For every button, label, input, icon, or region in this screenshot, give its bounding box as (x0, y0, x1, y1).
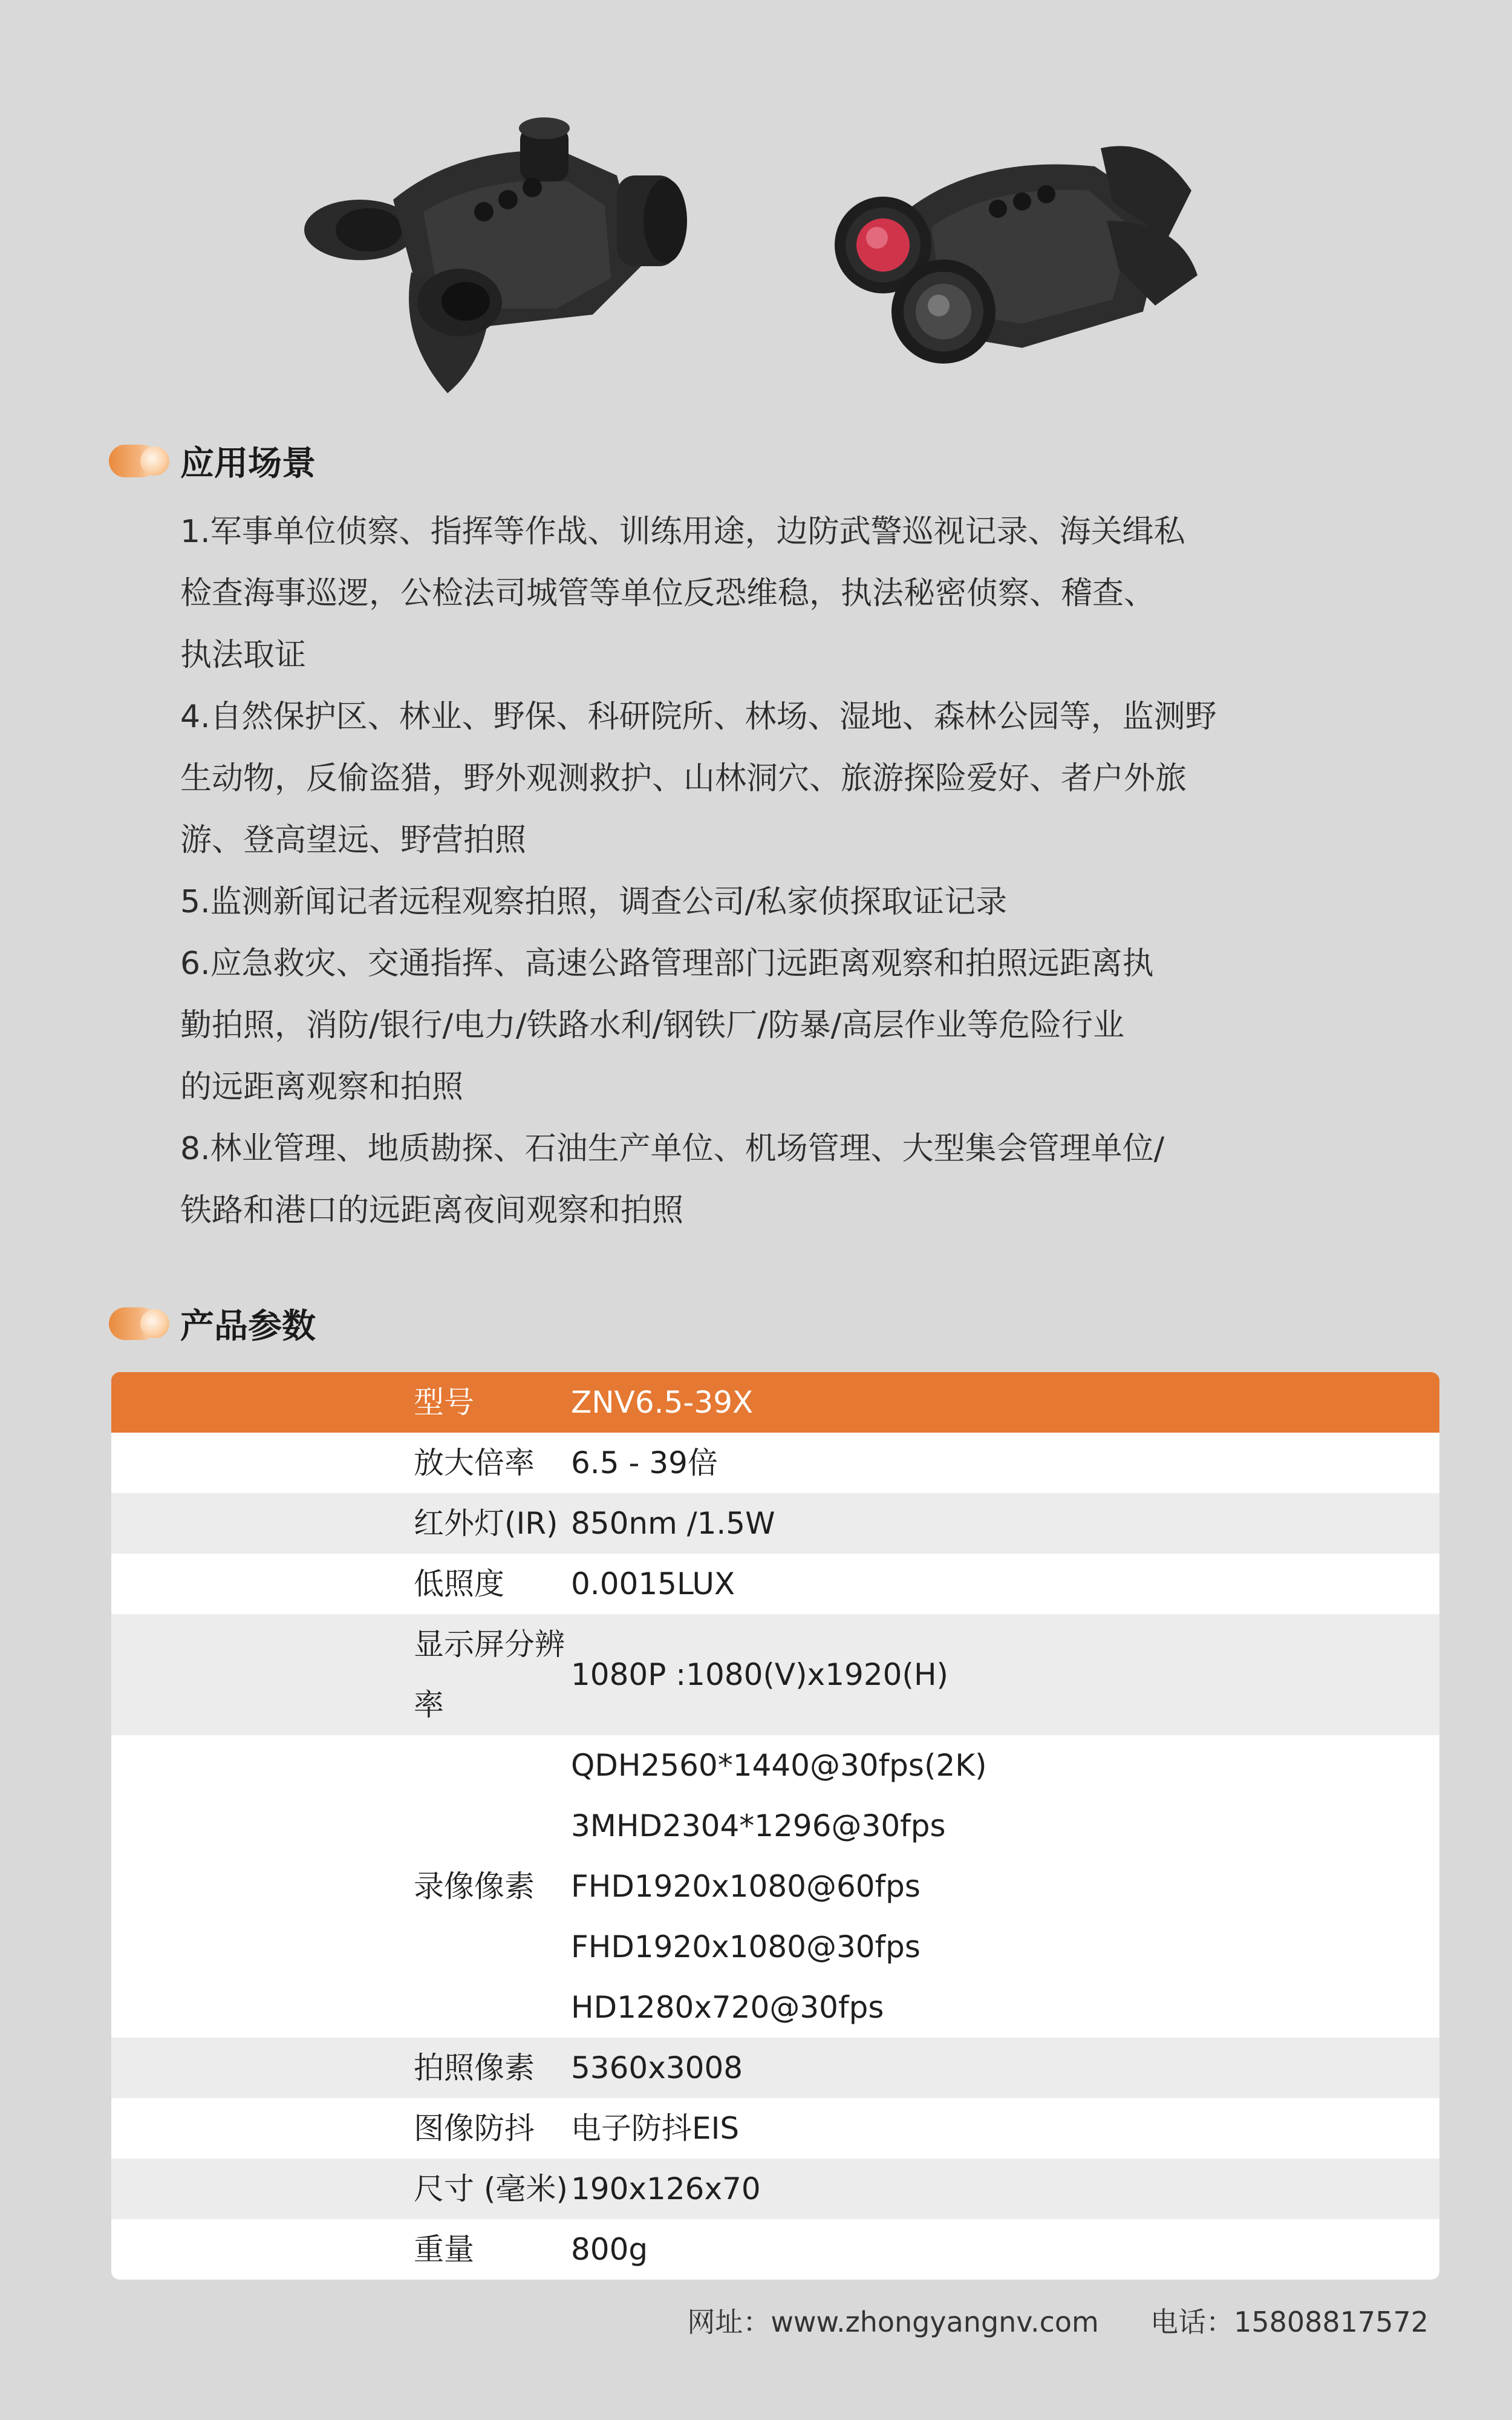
param-key: 录像像素 (414, 1869, 535, 1904)
scenario-line: 勤拍照，消防/银行/电力/铁路水利/钢铁厂/防暴/高层作业等危险行业 (180, 1007, 1125, 1044)
param-key: 放大倍率 (414, 1445, 535, 1480)
scenario-line: 执法取证 (180, 637, 307, 673)
header-key: 型号 (414, 1385, 474, 1420)
param-key: 尺寸 (毫米) (414, 2171, 568, 2206)
param-key: 拍照像素 (414, 2050, 535, 2085)
param-value-list (571, 1735, 1439, 2038)
param-value: 5360x3008 (571, 2050, 743, 2085)
binocular-rear-image (829, 130, 1204, 384)
scenario-line: 的远距离观察和拍照 (180, 1069, 464, 1105)
param-key: 显示屏分辨率 (414, 1627, 565, 1722)
video-mode: FHD1920x1080@60fps (571, 1869, 921, 1904)
param-value: 800g (571, 2232, 648, 2267)
scenario-line: 1.军事单位侦察、指挥等作战、训练用途，边防武警巡视记录、海关缉私 (180, 514, 1185, 550)
table-row (111, 2159, 1439, 2219)
scenario-line: 5.监测新闻记者远程观察拍照，调查公司/私家侦探取证记录 (180, 884, 1008, 920)
scenario-line: 6.应急救灾、交通指挥、高速公路管理部门远距离观察和拍照远距离执 (180, 946, 1154, 982)
table-row (111, 1554, 1439, 1614)
video-mode: HD1280x720@30fps (571, 1990, 884, 2025)
table-row (111, 1433, 1439, 1493)
scenario-line: 4.自然保护区、林业、野保、科研院所、林场、湿地、森林公园等，监测野 (180, 699, 1217, 735)
param-key: 图像防抖 (414, 2111, 535, 2146)
header-value: ZNV6.5-39X (571, 1385, 754, 1420)
table-row (111, 2219, 1439, 2280)
scenarios-title: 应用场景 (180, 444, 316, 483)
video-mode: FHD1920x1080@30fps (571, 1929, 921, 1964)
param-value: 电子防抖EIS (571, 2111, 740, 2146)
table-header-row (111, 1372, 1439, 1433)
param-key: 低照度 (414, 1566, 504, 1601)
video-mode: QDH2560*1440@30fps(2K) (571, 1748, 987, 1783)
orange-pill-icon (109, 445, 158, 477)
table-row (111, 2098, 1439, 2159)
footer-contact (683, 2300, 1429, 2340)
website-text: 网址：www.zhongyangnv.com (687, 2306, 1099, 2338)
scenarios-list (180, 501, 1251, 1241)
video-mode: 3MHD2304*1296@30fps (571, 1808, 946, 1843)
params-table (111, 1372, 1439, 2280)
param-value: 190x126x70 (571, 2171, 761, 2206)
scenarios-heading (109, 437, 316, 485)
binocular-front-image (302, 109, 702, 424)
params-heading (109, 1300, 316, 1348)
table-row (111, 2038, 1439, 2098)
orange-pill-icon (109, 1307, 158, 1340)
param-value: 6.5 - 39倍 (571, 1445, 718, 1480)
scenario-line: 铁路和港口的远距离夜间观察和拍照 (180, 1192, 684, 1229)
params-title: 产品参数 (180, 1307, 316, 1346)
param-key: 重量 (414, 2232, 474, 2267)
param-value: 0.0015LUX (571, 1566, 735, 1601)
table-row (111, 1614, 1439, 1735)
scenario-line: 游、登高望远、野营拍照 (180, 822, 527, 858)
phone-text: 电话：15808817572 (1150, 2306, 1429, 2338)
param-value: 850nm /1.5W (571, 1506, 775, 1541)
scenario-line: 8.林业管理、地质勘探、石油生产单位、机场管理、大型集会管理单位/ (180, 1131, 1165, 1167)
param-key: 红外灯(IR) (414, 1506, 558, 1541)
scenario-line: 生动物，反偷盗猎，野外观测救护、山林洞穴、旅游探险爱好、者户外旅 (180, 760, 1187, 797)
param-value: 1080P :1080(V)x1920(H) (571, 1657, 949, 1692)
scenario-line: 检查海事巡逻，公检法司城管等单位反恐维稳，执法秘密侦察、稽查、 (180, 575, 1156, 612)
table-row-video (111, 1735, 1439, 2038)
table-row (111, 1493, 1439, 1554)
